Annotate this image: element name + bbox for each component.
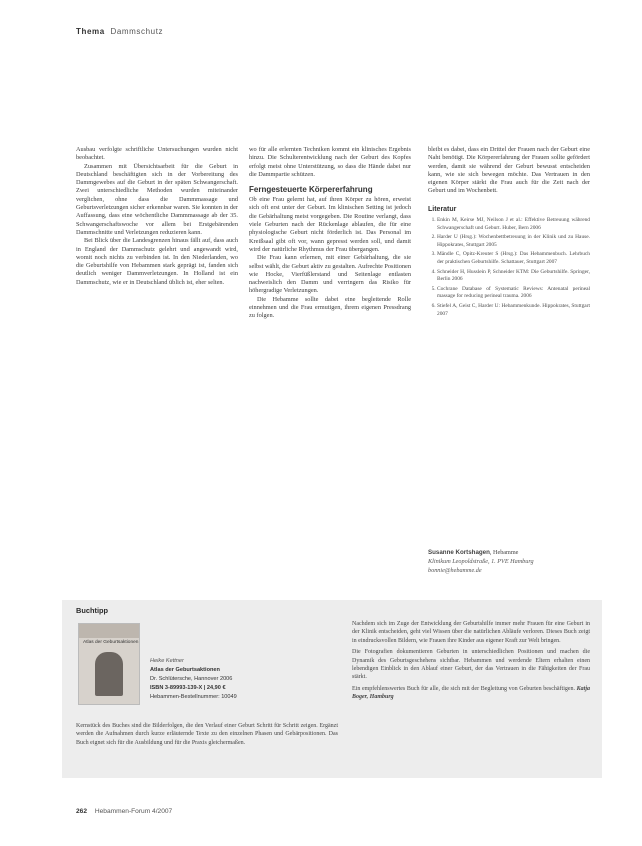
review-text-left: Kernstück des Buches sind die Bilderfolgen, die den Verlauf einer Geburt Schritt für Schritt zeigen. Ergänzt werden die Aufnahmen durch kurze erläuternde Texte zu den einzelnen Phasen und Gebärpositionen. Das Buch eignet sich für die Ausbildung und für die Praxis gleichermaßen.: [76, 723, 338, 746]
col2-paragraph: Die Hebamme sollte dabei eine begleitende Rolle einnehmen und die Frau ermutigen, ihrem eigenen Pressdrang zu folgen.: [249, 295, 411, 320]
col2-paragraph: Die Frau kann erlernen, mit einer Gebärhaltung, die sie selbst wählt, die Geburt aktiv zu gestalten. Aufrechte Positionen wie Hocke, Vierfüßlerstand und Seitenlage entlasten nachweislich den Damm und verringern das Risiko für höhergradige Verletzungen.: [249, 254, 411, 295]
col1-paragraph: Bei Blick über die Landesgrenzen hinaus fällt auf, dass auch in England der Dammschutz gelehrt und angewandt wird, womit noch nichts zu verbinden ist. In den Niederlanden, wo die Geburtshilfe von Hebammen stark geprägt ist, fanden sich deutlich weniger Dammverletzungen. In Holland ist ein Dammschutz, wie er in Deutschland üblich ist, eher selten.: [76, 237, 238, 286]
review-conclusion: Ein empfehlenswertes Buch für alle, die sich mit der Begleitung von Geburten beschäftigen.: [352, 685, 576, 692]
section-heading: Ferngesteuerte Körpererfahrung: [249, 185, 373, 195]
col1-paragraph: Zusammen mit Übersichtsarbeit für die Geburt in Deutschland beschäftigten sich in der Vorbereitung des Dammgewebes auf die Geburt in der späten Schwangerschaft. Zwei unterschiedliche Methoden wurden miteinander verglichen, ohne dass die Dammmassage und Geburtsverletzungen sicher erkennbar waren. Sie konnten in der Auffassung, dass eine wöchentliche Dammmassage ab der 35. Schwangerschaftswoche vor allem bei Erstgebärenden Dammschnitte und Verletzungen reduzieren kann.: [76, 162, 238, 236]
column-2: [249, 146, 411, 321]
author-email: bonnie@hebamme.de: [428, 567, 482, 574]
book-order-number: Hebammen-Bestellnummer: 10049: [150, 694, 237, 700]
page-footer: [76, 808, 172, 815]
header-section: Thema: [76, 27, 105, 36]
book-isbn: ISBN 3-89993-139-X | 24,90 €: [150, 685, 226, 691]
cover-title: Atlas der Geburtsaktionen: [83, 640, 139, 645]
literature-item: 5. Cochrane Database of Systematic Reviews: Antenatal perineal massage for reducing perineal trauma. 2006: [437, 286, 590, 301]
book-info: [150, 657, 237, 702]
col2-intro: wo für alle erlernten Techniken kommt ein klinisches Ergebnis hinzu. Die Schulterentwicklung nach der Geburt des Kopfes erfolgt meist ohne Unterstützung, so dass die Hände dabei nur die Dammpartie schützen.: [249, 146, 411, 178]
review-label: Buchtipp: [76, 606, 109, 615]
review-paragraph: Die Fotografien dokumentieren Geburten in unterschiedlichen Positionen und machen die Dynamik des Geburtsgeschehens sichtbar. Hebammen und werdende Eltern erhalten einen lebendigen Einblick in den Ablauf einer Geburt, der das Vertrauen in die Fähigkeiten der Frau stärkt.: [352, 649, 590, 681]
literature-item: 1. Enkin M, Keirse MJ, Neilson J et al.: Effektive Betreuung während Schwangerschaft und Geburt. Huber, Bern 2006: [437, 217, 590, 232]
header-topic: Dammschutz: [110, 27, 164, 36]
book-publisher: Dr. Schlütersche, Hannover 2006: [150, 676, 233, 682]
review-text-right: [352, 620, 590, 705]
page-number: 262: [76, 808, 88, 815]
author-name: Susanne Kortshagen: [428, 549, 490, 556]
page-header: [76, 27, 163, 36]
cover-band: [79, 624, 139, 638]
col1-paragraph: Ausbau verfolgte schriftliche Untersuchungen wurden nicht beobachtet.: [76, 146, 238, 162]
author-role: Hebamme: [492, 549, 519, 556]
literature-item: 3. Mändle C, Opitz-Kreuter S (Hrsg.): Das Hebammenbuch. Lehrbuch der praktischen Geburtshilfe. Schattauer, Stuttgart 2007: [437, 251, 590, 266]
journal-name: Hebammen-Forum: [94, 808, 151, 815]
literature-list: [428, 217, 590, 318]
cover-photo: [95, 652, 123, 696]
book-title: Atlas der Geburtsaktionen: [150, 667, 220, 673]
col3-paragraph: bleibt es dabei, dass ein Drittel der Frauen nach der Geburt eine Naht benötigt. Die Körpererfahrung der Frauen sollte gefördert werden, damit sie während der Geburt bewusst entscheiden kann, wie sie sich bewegen möchte. Das Vertrauen in den eigenen Körper stärkt die Frau auch für die Zeit nach der Geburt und im Wochenbett.: [428, 146, 590, 195]
review-signature: Katja Boger, Hamburg: [352, 685, 590, 701]
column-3: [428, 146, 590, 320]
literature-item: 2. Harder U (Hrsg.): Wochenbettbetreuung in der Klinik und zu Hause. Hippokrates, Stuttgart 2005: [437, 234, 590, 249]
review-paragraph: Nachdem sich im Zuge der Entwicklung der Geburtshilfe immer mehr Frauen für eine Geburt in der Klinik entscheiden, geht viel Wissen über die natürlichen Abläufe verloren. Dieses Buch zeigt in eindrucksvollen Bildern, wie Frauen ihre Kinder aus eigener Kraft zur Welt bringen.: [352, 621, 590, 644]
review-paragraph: [352, 685, 590, 702]
literature-item: 4. Schneider H, Husslein P, Schneider KTM: Die Geburtshilfe. Springer, Berlin 2006: [437, 269, 590, 284]
literature-heading: Literatur: [428, 205, 457, 213]
author-box: Susanne Kortshagen, Hebamme Klinikum Leopoldstraße, 1. PVE Hamburg bonnie@hebamme.de: [428, 549, 534, 574]
author-affiliation: Klinikum Leopoldstraße, 1. PVE Hamburg: [428, 558, 534, 565]
book-author: Heike Kettner: [150, 658, 184, 664]
col2-paragraph: Ob eine Frau gelernt hat, auf ihren Körper zu hören, erweist sich oft erst unter der Geburt. Im klinischen Setting ist jedoch die Gebärhaltung meist vorgegeben. Die Routine verlangt, dass viele Geburten nach der Rückenlage ablaufen, die für eine physiologische Geburt nicht förderlich ist. Das Personal im Kreißsaal gibt oft vor, wann gepresst werden soll, und damit wird der natürliche Rhythmus der Frau übergangen.: [249, 196, 411, 253]
journal-issue: 4/2007: [152, 808, 173, 815]
literature-item: 6. Stiefel A, Geist C, Harder U: Hebammenkunde. Hippokrates, Stuttgart 2007: [437, 303, 590, 318]
book-cover-image: [78, 623, 140, 705]
column-1: [76, 146, 238, 287]
